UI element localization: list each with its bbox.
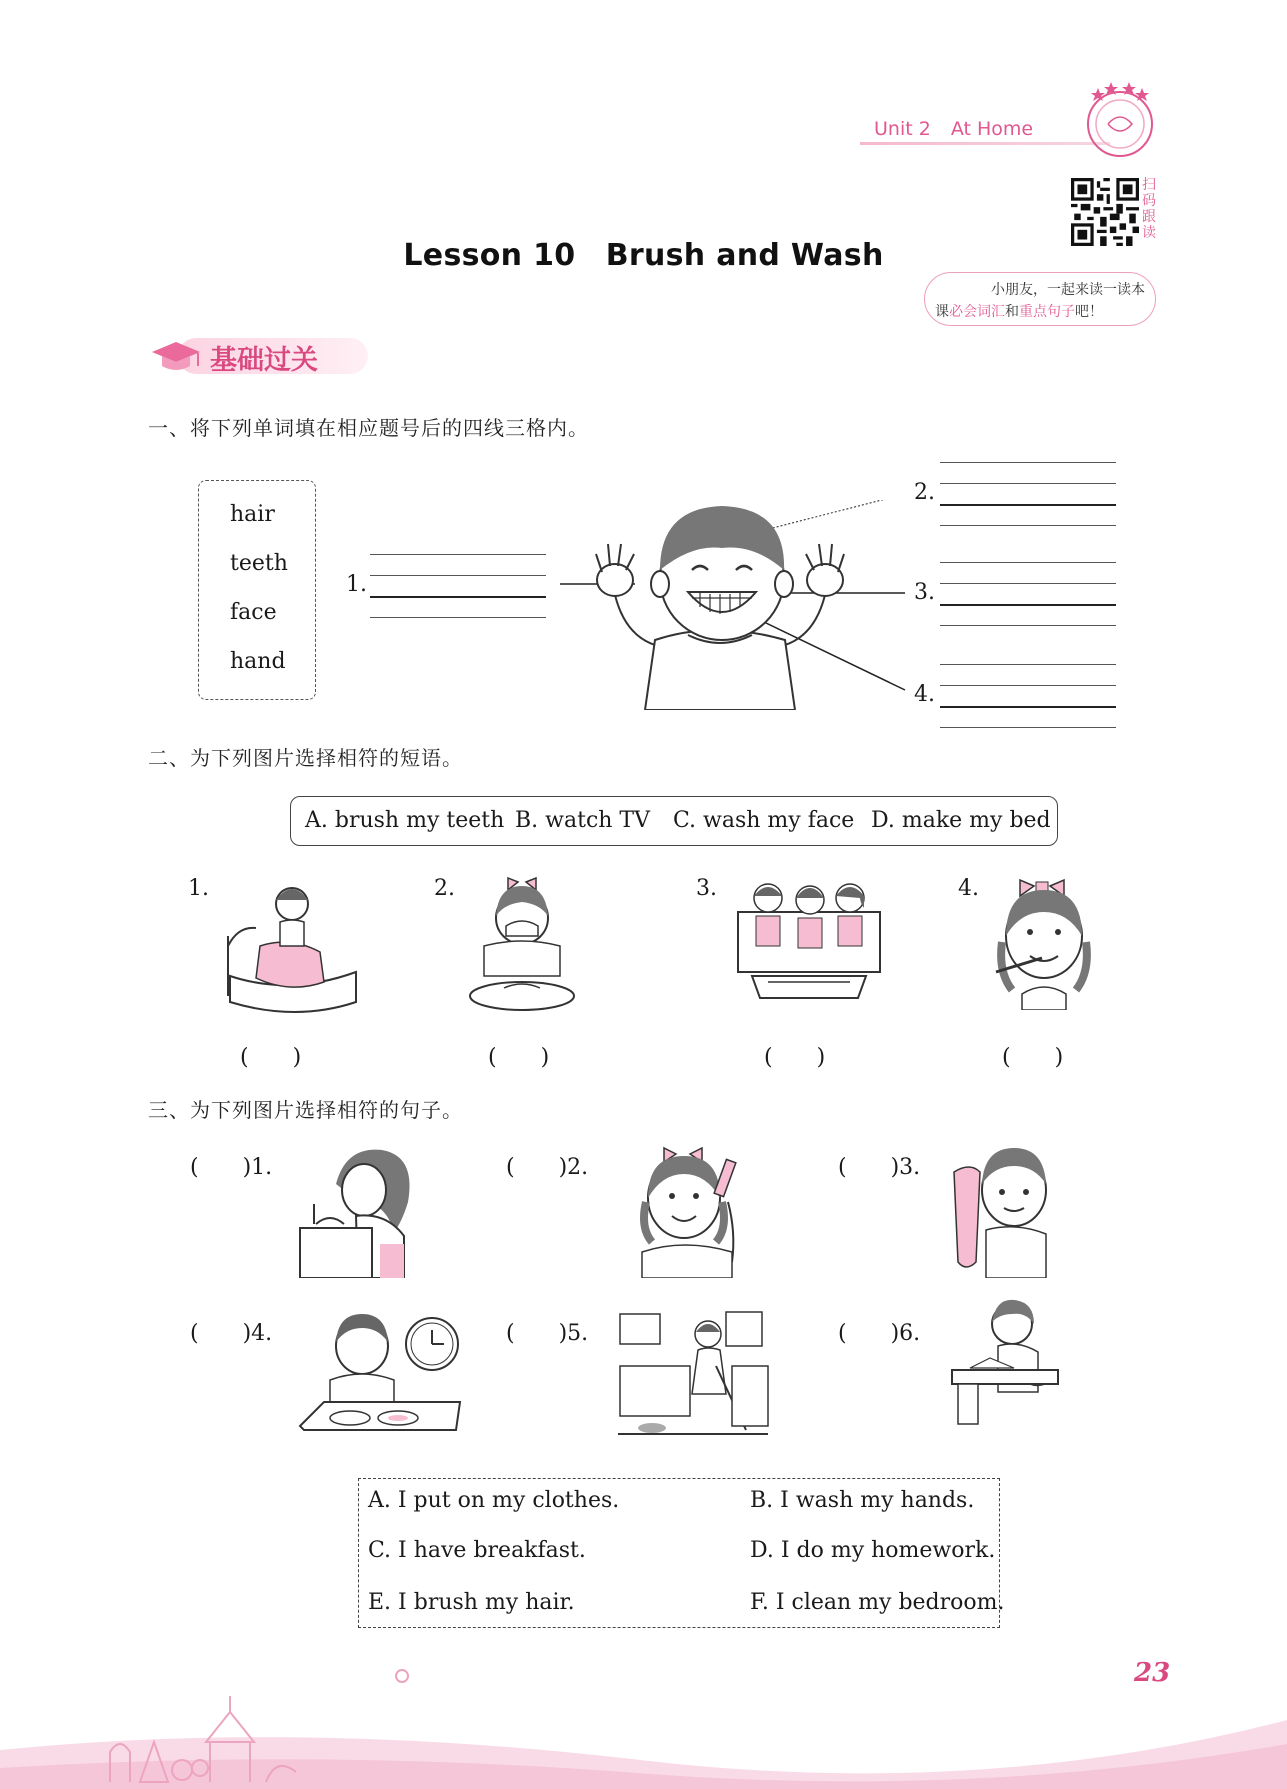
- answer-blank[interactable]: ( ): [764, 1045, 826, 1070]
- word-bank-item: teeth: [230, 551, 288, 576]
- writing-lines[interactable]: [940, 664, 1116, 728]
- bubble-line-1: 小朋友，一起来读一读本: [991, 282, 1145, 298]
- answer-blank[interactable]: ( ): [1002, 1045, 1064, 1070]
- writing-lines[interactable]: [940, 562, 1116, 626]
- unit-title: At Home: [950, 118, 1034, 140]
- word-bank-item: hair: [230, 502, 275, 527]
- brush-hair-illustration: [636, 1142, 746, 1278]
- unit-number: Unit 2: [874, 118, 931, 140]
- unit-underline: [860, 142, 1110, 145]
- bubble-highlight: 重点句子: [1019, 304, 1075, 320]
- watch-tv-illustration: [734, 876, 884, 1012]
- answer-blank[interactable]: ( ): [240, 1045, 302, 1070]
- unit-header: [874, 118, 1053, 140]
- section-title: 基础过关: [210, 345, 318, 376]
- sentence-option: C. I have breakfast.: [368, 1538, 586, 1563]
- word-bank-item: face: [230, 600, 277, 625]
- footer-decoration: [0, 1640, 1287, 1789]
- phrase-option: D. make my bed: [871, 808, 1051, 833]
- blank-number: 1.: [346, 572, 367, 597]
- answer-blank[interactable]: ( )3.: [838, 1155, 921, 1180]
- writing-lines[interactable]: [370, 554, 546, 618]
- phrase-option: B. watch TV: [515, 808, 650, 833]
- qr-label-char: 扫: [1142, 177, 1156, 193]
- blank-number: 2.: [914, 480, 935, 505]
- bubble-text: 课: [935, 304, 949, 320]
- writing-lines[interactable]: [940, 462, 1116, 526]
- phrase-option: C. wash my face: [673, 808, 855, 833]
- picture-number: 1.: [188, 876, 209, 901]
- wash-face-illustration: [464, 876, 580, 1016]
- section-badge: [148, 334, 376, 378]
- sentence-option: F. I clean my bedroom.: [750, 1590, 1005, 1615]
- lesson-title: Lesson 10 Brush and Wash: [403, 238, 884, 273]
- answer-blank[interactable]: ( )4.: [190, 1321, 273, 1346]
- picture-number: 3.: [696, 876, 717, 901]
- blank-number: 4.: [914, 682, 935, 707]
- answer-blank[interactable]: ( )6.: [838, 1321, 921, 1346]
- qr-label-char: 读: [1142, 225, 1156, 241]
- publisher-seal-icon: [1078, 78, 1162, 160]
- bubble-text: 吧！: [1075, 304, 1103, 320]
- wash-hands-illustration: [296, 1144, 418, 1278]
- reading-tip-bubble: [924, 272, 1156, 326]
- phrase-options-box: [290, 796, 1058, 846]
- do-homework-illustration: [950, 1298, 1062, 1430]
- picture-number: 2.: [434, 876, 455, 901]
- word-bank-item: hand: [230, 649, 286, 674]
- put-on-clothes-illustration: [950, 1144, 1060, 1278]
- answer-blank[interactable]: ( ): [488, 1045, 550, 1070]
- graduation-cap-icon: [148, 336, 204, 376]
- clean-bedroom-illustration: [616, 1306, 770, 1438]
- qr-label-char: 跟: [1142, 209, 1156, 225]
- sentence-option: A. I put on my clothes.: [368, 1488, 620, 1513]
- q2-heading: 二、为下列图片选择相符的短语。: [148, 746, 463, 770]
- have-breakfast-illustration: [296, 1310, 468, 1450]
- make-bed-illustration: [220, 876, 366, 1014]
- answer-blank[interactable]: ( )1.: [190, 1155, 273, 1180]
- page-number: 23: [1134, 1658, 1171, 1688]
- q1-heading: 一、将下列单词填在相应题号后的四线三格内。: [148, 416, 589, 440]
- sentence-option: D. I do my homework.: [750, 1538, 996, 1563]
- picture-number: 4.: [958, 876, 979, 901]
- q3-heading: 三、为下列图片选择相符的句子。: [148, 1098, 463, 1122]
- bubble-line-2: [935, 301, 1145, 323]
- qr-label-char: 码: [1142, 193, 1156, 209]
- bubble-text: 和: [1005, 304, 1019, 320]
- blank-number: 3.: [914, 580, 935, 605]
- answer-blank[interactable]: ( )2.: [506, 1155, 589, 1180]
- bubble-highlight: 必会词汇: [949, 304, 1005, 320]
- boy-illustration: [560, 500, 920, 710]
- sentence-option: B. I wash my hands.: [750, 1488, 975, 1513]
- brush-teeth-illustration: [992, 876, 1096, 1010]
- answer-blank[interactable]: ( )5.: [506, 1321, 589, 1346]
- sentence-option: E. I brush my hair.: [368, 1590, 575, 1615]
- phrase-option: A. brush my teeth: [305, 808, 505, 833]
